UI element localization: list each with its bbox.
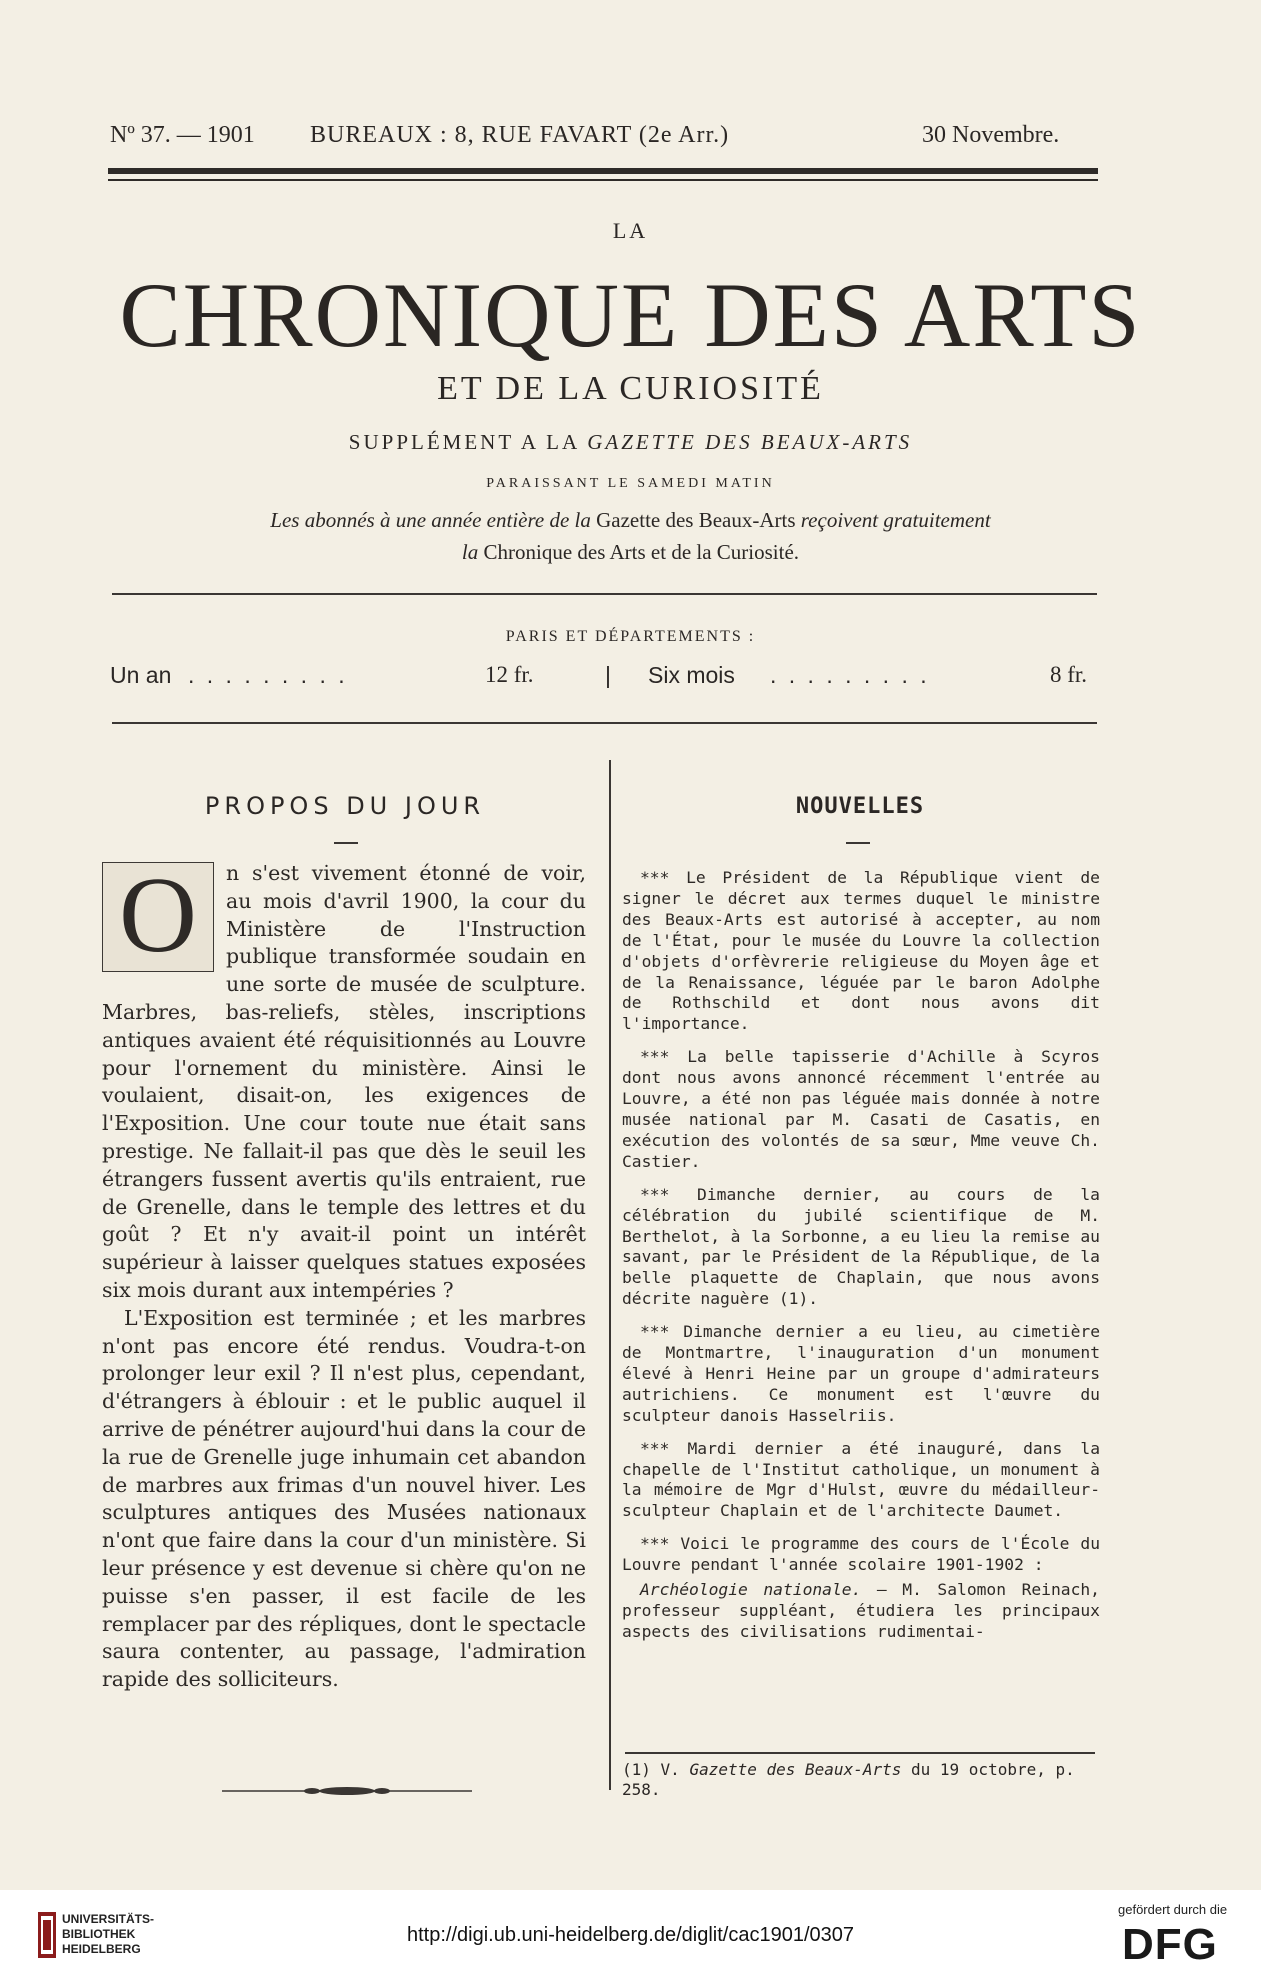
abonnes-italic-a: Les abonnés à une année entière de la [270,508,591,532]
nouvelles-title: NOUVELLES [795,794,925,819]
propos-title: PROPOS DU JOUR [204,792,486,820]
masthead-article: LA [612,218,649,243]
news-item: *** Mardi dernier a été inauguré, dans la chapelle de l'Institut catholique, un monument à la mémoire de Mgr d'Hulst, œuvre du médailleur-sculpteur Chaplain et de l'architecte Daumet. [622,1438,1100,1521]
news-item: *** La belle tapisserie d'Achille à Scyros dont nous avons annoncé récemment l'entrée au Louvre, a été non pas léguée mais donnée à notre musée national par M. Casati de Casatis, en exécution des volontés de sa sœur, Mme veuve Ch. Castier. [622,1047,1100,1171]
price-separator: | [605,662,611,688]
masthead-subtitle: ET DE LA CURIOSITÉ [437,370,824,407]
supplement-prefix: SUPPLÉMENT A LA [348,430,579,454]
footnote-rule [625,1752,1095,1754]
archeologie-heading: Archéologie nationale. [640,1580,862,1600]
funding-caption: gefördert durch die [1118,1902,1228,1917]
supplement-gazette: GAZETTE DES BEAUX-ARTS [587,430,913,454]
ornate-dropcap [102,856,214,975]
bureaux-address: BUREAUX : 8, RUE FAVART (2e Arr.) [310,122,730,148]
news-item: *** Dimanche dernier, au cours de la célébration du jubilé scientifique de M. Berthelot, à la Sorbonne, a eu lieu la remise au savant, par le Président de la République, de la belle plaquette de Chaplain, que nous avons décrite naguère (1). [622,1184,1100,1309]
half-dots: . . . . . . . . . [770,662,930,688]
footnote [622,1760,1100,1800]
archeologie-text: — M. Salomon Reinach, professeur suppléant, étudiera les principaux aspects des civilisations rudimentai- [622,1580,1100,1641]
subscription-heading: PARIS ET DÉPARTEMENTS : [505,628,756,645]
propos-article [102,856,586,1694]
column-separator [609,760,611,1790]
annual-label: Un an [110,662,172,688]
half-price: 8 fr. [1050,662,1088,687]
annual-dots: . . . . . . . . . [188,662,348,688]
dfg-logo: DFG [1122,1920,1218,1969]
ornament-divider [222,1784,472,1798]
nouvelles-dash [846,842,870,844]
propos-paragraph-2: L'Exposition est terminée ; et les marbres n'ont pas encore été rendus. Voudra-t-on prolonger leur exil ? Il n'est plus, cependant, d'étrangers à éblouir : et le public auquel il arrive de pénétrer aujourd'hui dans la cour de la rue de Grenelle juge inhumain cet abandon de marbres aux frimas d'un nouvel hiver. Les sculptures antiques des Musées nationaux n'ont que faire dans la cour d'un ministère. Si leur présence y est devenue si chère qu'on ne puisse s'en passer, il est facile de les remplacer par des répliques, dont le spectacle saura contenter, au passage, l'admiration rapide des solliciteurs. [102,1305,586,1692]
abonnes-line-1 [0,508,1261,533]
propos-paragraph-1 [102,856,586,1305]
news-item: *** Dimanche dernier a eu lieu, au cimetière de Montmartre, l'inauguration d'un monument élevé à Henri Heine par un groupe d'admirateurs autrichiens. Ce monument est l'œuvre du sculpteur danois Hasselriis. [622,1322,1100,1425]
abonnes-italic-b: reçoivent gratuitement [800,508,991,532]
library-line-3: HEIDELBERG [62,1942,141,1956]
library-line-2: BIBLIOTHEK [62,1927,136,1941]
footnote-gazette: Gazette des Beaux-Arts [689,1760,902,1779]
abonnes-line-2 [0,540,1261,565]
subscription-rule-top [112,593,1097,595]
abonnes-gazette: Gazette des Beaux-Arts [596,508,796,532]
header-rule-thick [108,168,1098,174]
supplement-line [0,430,1261,455]
masthead-title: CHRONIQUE DES ARTS [119,264,1142,366]
propos-dash [334,842,358,844]
footnote-ref: (1) V. [622,1760,680,1779]
news-item: *** Voici le programme des cours de l'École du Louvre pendant l'année scolaire 1901-1902 : [622,1534,1100,1575]
issue-number: Nº 37. — 1901 [110,122,255,148]
news-item-archeologie [622,1580,1100,1643]
abonnes-chronique: Chronique des Arts et de la Curiosité. [483,540,800,564]
propos-text-1: n s'est vivement étonné de voir, au mois d'avril 1900, la cour du Ministère de l'Instruction publique transformée soudain en une sorte de musée de sculpture. Marbres, bas-reliefs, stèles, inscriptions antiques avaient été réquisitionnés au Louvre pour l'ornement du ministère. Ainsi le voulaient, disait-on, les exigences de l'Exposition. Une cour toute nue était sans prestige. Ne fallait-il pas que dès le seuil les étrangers fussent avertis qu'ils entraient, rue de Grenelle, dans le temple des lettres et du goût ? Et n'y avait-il point un intérêt supérieur à laisser quelques statues exposées six mois durant aux intempéries ? [102,861,586,1302]
news-item: *** Le Président de la République vient de signer le décret aux termes duquel le ministre des Beaux-Arts est autorisé à accepter, au nom de l'État, pour le musée du Louvre la collection d'objets d'orfèvrerie religieuse du Moyen âge et de la Renaissance, léguée par le baron Adolphe de Rothschild et dont nous avons dit l'importance. [622,868,1100,1034]
issue-date: 30 Novembre. [922,122,1060,148]
half-label: Six mois [648,662,735,688]
header-rule-thin [108,179,1098,181]
library-line-1: UNIVERSITÄTS- [62,1912,155,1926]
permalink-url[interactable]: http://digi.ub.uni-heidelberg.de/diglit/cac1901/0307 [407,1924,854,1946]
footnote-detail: du 19 octobre, p. 258. [622,1760,1075,1799]
dropcap-letter: O [119,856,197,975]
annual-price: 12 fr. [485,662,534,687]
nouvelles-list [622,868,1100,1643]
parution-line: PARAISSANT LE SAMEDI MATIN [486,476,775,491]
subscription-prices [110,662,1100,696]
abonnes-la: la [461,540,479,564]
subscription-rule-bottom [112,722,1097,724]
